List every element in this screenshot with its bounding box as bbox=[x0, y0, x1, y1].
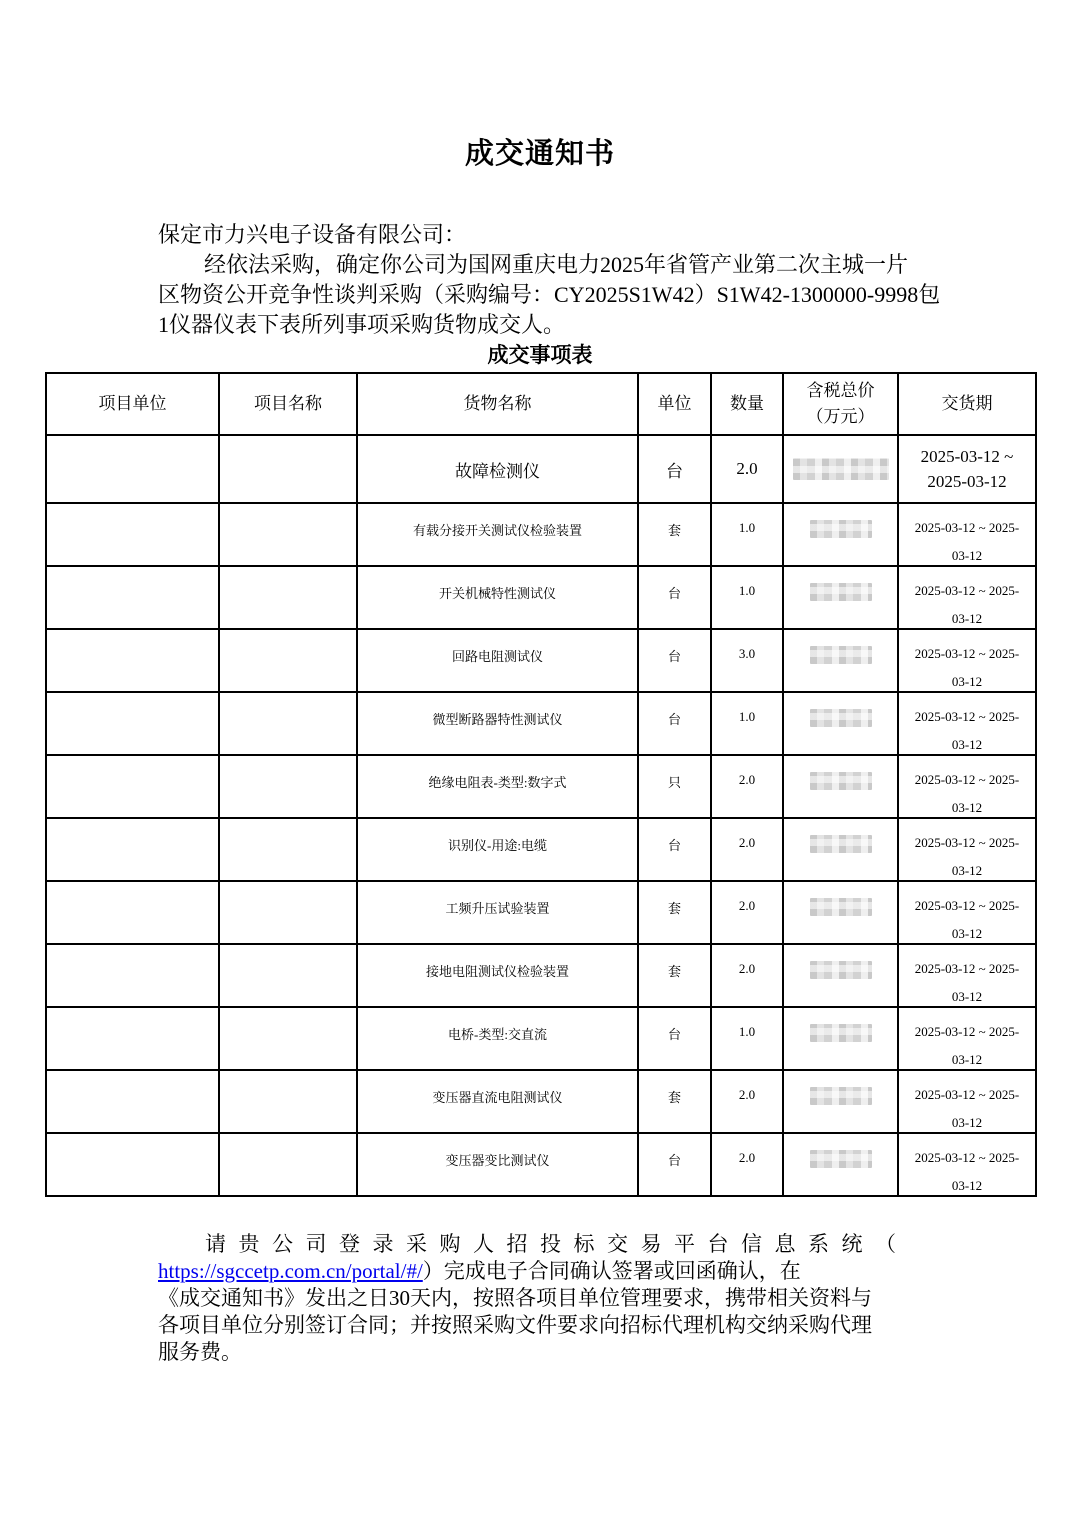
delivery-range-line2: 03-12 bbox=[951, 1052, 983, 1067]
redacted-price-value bbox=[810, 772, 872, 790]
redacted-price-value bbox=[810, 835, 872, 853]
project-unit-cell bbox=[46, 503, 219, 566]
header-goods-name: 货物名称 bbox=[357, 373, 638, 435]
delivery-range-line2: 03-12 bbox=[951, 737, 983, 752]
price-cell bbox=[783, 944, 898, 1007]
header-price bbox=[783, 373, 898, 435]
table-row bbox=[46, 566, 1036, 629]
goods-name-cell: 回路电阻测试仪 bbox=[357, 629, 638, 692]
delivery-cell bbox=[898, 566, 1036, 629]
quantity-cell: 2.0 bbox=[711, 435, 783, 503]
price-cell bbox=[783, 881, 898, 944]
unit-cell: 台 bbox=[638, 818, 711, 881]
unit-cell: 台 bbox=[638, 566, 711, 629]
goods-name-cell: 变压器直流电阻测试仪 bbox=[357, 1070, 638, 1133]
price-cell bbox=[783, 435, 898, 503]
project-name-cell bbox=[219, 944, 357, 1007]
table-row bbox=[46, 1007, 1036, 1070]
project-unit-cell bbox=[46, 1007, 219, 1070]
redacted-price-value bbox=[810, 709, 872, 727]
unit-cell: 台 bbox=[638, 1007, 711, 1070]
table-row bbox=[46, 629, 1036, 692]
redacted-price-value bbox=[810, 1087, 872, 1105]
project-name-cell bbox=[219, 755, 357, 818]
redacted-price-value bbox=[810, 961, 872, 979]
quantity-cell: 1.0 bbox=[711, 1007, 783, 1070]
goods-name-cell: 工频升压试验装置 bbox=[357, 881, 638, 944]
recipient-line: 保定市力兴电子设备有限公司： bbox=[158, 222, 467, 247]
table-row bbox=[46, 435, 1036, 503]
document-body bbox=[158, 220, 941, 340]
redacted-price-value bbox=[810, 898, 872, 916]
project-unit-cell bbox=[46, 755, 219, 818]
footer-line-1: 请贵公司登录采购人招投标交易平台信息系统（ bbox=[205, 1232, 909, 1256]
price-cell bbox=[783, 818, 898, 881]
unit-cell: 台 bbox=[638, 692, 711, 755]
header-project-unit: 项目单位 bbox=[46, 373, 219, 435]
project-name-cell bbox=[219, 818, 357, 881]
delivery-range-line2: 03-12 bbox=[951, 674, 983, 689]
price-cell bbox=[783, 1070, 898, 1133]
redacted-price-value bbox=[810, 1150, 872, 1168]
table-title: 成交事项表 bbox=[487, 343, 593, 367]
table-row bbox=[46, 1133, 1036, 1196]
delivery-range-line2: 03-12 bbox=[951, 548, 983, 563]
delivery-range-line2: 03-12 bbox=[951, 800, 983, 815]
quantity-cell: 2.0 bbox=[711, 1133, 783, 1196]
price-cell bbox=[783, 1007, 898, 1070]
project-name-cell bbox=[219, 435, 357, 503]
delivery-range-line2: 03-12 bbox=[951, 989, 983, 1004]
footer-line-5: 服务费。 bbox=[158, 1340, 242, 1364]
delivery-cell bbox=[898, 818, 1036, 881]
delivery-cell bbox=[898, 435, 1036, 503]
header-price-line2: （万元） bbox=[806, 407, 875, 426]
delivery-cell bbox=[898, 692, 1036, 755]
footer-line-3: 《成交通知书》发出之日30天内，按照各项目单位管理要求，携带相关资料与 bbox=[158, 1286, 872, 1310]
body-line-2: 区物资公开竞争性谈判采购（采购编号：CY2025S1W42）S1W42-1300000-9998包 bbox=[158, 282, 941, 307]
price-cell bbox=[783, 503, 898, 566]
delivery-range-line2: 03-12 bbox=[951, 1178, 983, 1193]
price-cell bbox=[783, 755, 898, 818]
unit-cell: 台 bbox=[638, 435, 711, 503]
redacted-price-value bbox=[810, 520, 872, 538]
project-name-cell bbox=[219, 1133, 357, 1196]
goods-name-cell: 微型断路器特性测试仪 bbox=[357, 692, 638, 755]
unit-cell: 套 bbox=[638, 503, 711, 566]
price-cell bbox=[783, 566, 898, 629]
header-quantity: 数量 bbox=[711, 373, 783, 435]
delivery-range-line1: 2025-03-12 ~ 2025- bbox=[914, 772, 1020, 787]
delivery-cell bbox=[898, 755, 1036, 818]
delivery-range-line1: 2025-03-12 ~ 2025- bbox=[914, 520, 1020, 535]
body-line-3: 1仪器仪表下表所列事项采购货物成交人。 bbox=[158, 312, 566, 337]
price-cell bbox=[783, 1133, 898, 1196]
table-row bbox=[46, 755, 1036, 818]
footer-line-2 bbox=[158, 1258, 936, 1285]
footer-line-2-rest: ）完成电子合同确认签署或回函确认，在 bbox=[422, 1259, 801, 1283]
goods-name-cell: 识别仪-用途:电缆 bbox=[357, 818, 638, 881]
quantity-cell: 1.0 bbox=[711, 566, 783, 629]
delivery-cell bbox=[898, 944, 1036, 1007]
footer-line-4: 各项目单位分别签订合同；并按照采购文件要求向招标代理机构交纳采购代理 bbox=[158, 1313, 872, 1337]
redacted-price-value bbox=[810, 1024, 872, 1042]
quantity-cell: 2.0 bbox=[711, 881, 783, 944]
project-unit-cell bbox=[46, 435, 219, 503]
project-name-cell bbox=[219, 503, 357, 566]
project-unit-cell bbox=[46, 944, 219, 1007]
delivery-range-line2: 03-12 bbox=[951, 611, 983, 626]
project-name-cell bbox=[219, 1070, 357, 1133]
unit-cell: 套 bbox=[638, 881, 711, 944]
unit-cell: 套 bbox=[638, 944, 711, 1007]
price-cell bbox=[783, 692, 898, 755]
delivery-range-line1: 2025-03-12 ~ 2025- bbox=[914, 1150, 1020, 1165]
redacted-price-value bbox=[793, 458, 889, 480]
header-price-line1: 含税总价 bbox=[806, 381, 875, 400]
table-row bbox=[46, 944, 1036, 1007]
project-name-cell bbox=[219, 692, 357, 755]
unit-cell: 台 bbox=[638, 629, 711, 692]
delivery-range-line2: 03-12 bbox=[951, 926, 983, 941]
header-unit: 单位 bbox=[638, 373, 711, 435]
unit-cell: 套 bbox=[638, 1070, 711, 1133]
delivery-range-line1: 2025-03-12 ~ 2025- bbox=[914, 1087, 1020, 1102]
quantity-cell: 2.0 bbox=[711, 1070, 783, 1133]
delivery-range-line1: 2025-03-12 ~ 2025- bbox=[914, 898, 1020, 913]
delivery-cell bbox=[898, 881, 1036, 944]
delivery-cell bbox=[898, 629, 1036, 692]
project-unit-cell bbox=[46, 692, 219, 755]
delivery-range-line1: 2025-03-12 ~ bbox=[920, 446, 1014, 466]
redacted-price-value bbox=[810, 583, 872, 601]
delivery-cell bbox=[898, 1070, 1036, 1133]
project-unit-cell bbox=[46, 629, 219, 692]
project-unit-cell bbox=[46, 1070, 219, 1133]
unit-cell: 台 bbox=[638, 1133, 711, 1196]
delivery-range-line2: 03-12 bbox=[951, 863, 983, 878]
delivery-range-line2: 03-12 bbox=[951, 1115, 983, 1130]
project-name-cell bbox=[219, 566, 357, 629]
goods-name-cell: 接地电阻测试仪检验装置 bbox=[357, 944, 638, 1007]
goods-name-cell: 绝缘电阻表-类型:数字式 bbox=[357, 755, 638, 818]
quantity-cell: 1.0 bbox=[711, 692, 783, 755]
table-header-row bbox=[46, 373, 1036, 435]
project-unit-cell bbox=[46, 818, 219, 881]
footer-paragraph bbox=[158, 1231, 936, 1366]
delivery-range-line1: 2025-03-12 ~ 2025- bbox=[914, 646, 1020, 661]
delivery-range-line1: 2025-03-12 ~ 2025- bbox=[914, 583, 1020, 598]
project-unit-cell bbox=[46, 1133, 219, 1196]
delivery-range-line1: 2025-03-12 ~ 2025- bbox=[914, 835, 1020, 850]
project-unit-cell bbox=[46, 881, 219, 944]
delivery-cell bbox=[898, 1007, 1036, 1070]
table-row bbox=[46, 692, 1036, 755]
project-name-cell bbox=[219, 629, 357, 692]
body-line-1: 经依法采购，确定你公司为国网重庆电力2025年省管产业第二次主城一片 bbox=[204, 252, 909, 277]
project-name-cell bbox=[219, 1007, 357, 1070]
quantity-cell: 2.0 bbox=[711, 944, 783, 1007]
delivery-cell bbox=[898, 1133, 1036, 1196]
goods-name-cell: 有载分接开关测试仪检验装置 bbox=[357, 503, 638, 566]
table-row bbox=[46, 1070, 1036, 1133]
table-row bbox=[46, 503, 1036, 566]
price-cell bbox=[783, 629, 898, 692]
goods-name-cell: 开关机械特性测试仪 bbox=[357, 566, 638, 629]
delivery-range-line2: 2025-03-12 bbox=[927, 471, 1007, 491]
header-delivery: 交货期 bbox=[898, 373, 1036, 435]
project-name-cell bbox=[219, 881, 357, 944]
table-row bbox=[46, 881, 1036, 944]
goods-name-cell: 故障检测仪 bbox=[357, 435, 638, 503]
redacted-price-value bbox=[810, 646, 872, 664]
unit-cell: 只 bbox=[638, 755, 711, 818]
portal-link[interactable]: https://sgccetp.com.cn/portal/#/ bbox=[158, 1259, 423, 1283]
delivery-range-line1: 2025-03-12 ~ 2025- bbox=[914, 961, 1020, 976]
goods-name-cell: 电桥-类型:交直流 bbox=[357, 1007, 638, 1070]
delivery-range-line1: 2025-03-12 ~ 2025- bbox=[914, 709, 1020, 724]
delivery-range-line1: 2025-03-12 ~ 2025- bbox=[914, 1024, 1020, 1039]
table-row bbox=[46, 818, 1036, 881]
goods-name-cell: 变压器变比测试仪 bbox=[357, 1133, 638, 1196]
quantity-cell: 2.0 bbox=[711, 818, 783, 881]
quantity-cell: 2.0 bbox=[711, 755, 783, 818]
quantity-cell: 3.0 bbox=[711, 629, 783, 692]
document-title: 成交通知书 bbox=[464, 138, 615, 170]
header-project-name: 项目名称 bbox=[219, 373, 357, 435]
quantity-cell: 1.0 bbox=[711, 503, 783, 566]
deal-items-table bbox=[45, 372, 1037, 1197]
project-unit-cell bbox=[46, 566, 219, 629]
delivery-cell bbox=[898, 503, 1036, 566]
